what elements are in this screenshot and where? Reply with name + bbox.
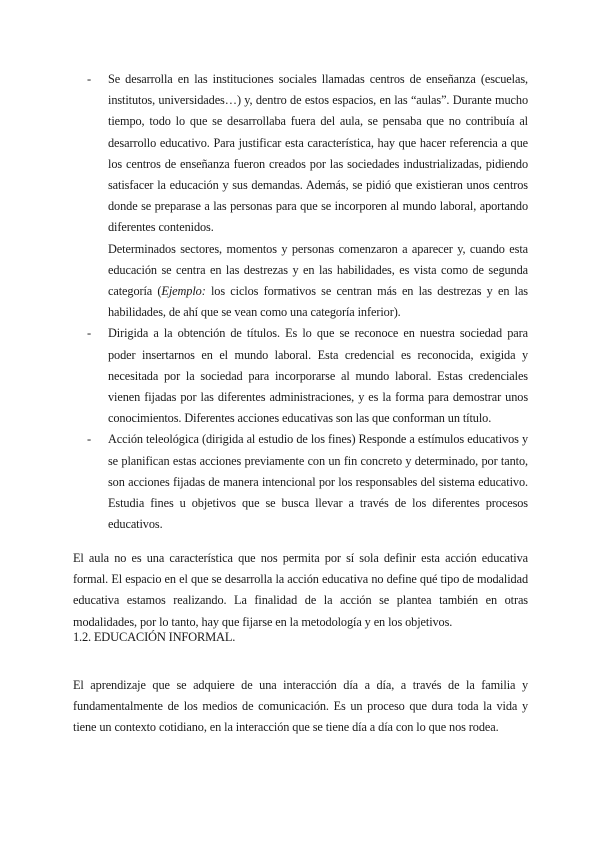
bullet-paragraph: Dirigida a la obtención de títulos. Es lo que se reconoce en nuestra sociedad para poder insertarnos en el mundo laboral. Esta credencial es reconocida, exigida y necesitada por la sociedad para incorporarse al mundo laboral. Estas credenciales vienen fijadas por las diferentes administraciones, y es la forma para demostrar unos conocimientos. Diferentes acciones educativas son las que conforman un título. <box>108 326 528 426</box>
list-item <box>87 429 528 535</box>
bullet-paragraph: Se desarrolla en las instituciones sociales llamadas centros de enseñanza (escuelas, institutos, universidades…) y, dentro de estos espacios, en las “aulas”. Durante mucho tiempo, todo lo que se desarrollaba fuera del aula, se pensaba que no contribuía al desarrollo educativo. Para justificar esta característica, hay que hacer referencia a que los centros de enseñanza fueron creados por las sociedades industrializadas, pidiendo satisfacer la educación y sus demandas. Además, se pidió que existieran unos centros donde se preparase a las personas para que se incorporen al mundo laboral, aportando diferentes contenidos. <box>108 72 528 235</box>
bullet-marker: - <box>87 432 92 447</box>
paragraph-text: Determinados sectores, momentos y personas comenzaron a aparecer y, cuando esta educación se centra en las destrezas y en las habilidades, es vista como de segunda categoría ( <box>108 241 528 299</box>
bullet-paragraph: Acción teleológica (dirigida al estudio de los fines) Responde a estímulos educativos y se planifican estas acciones previamente con un fin concreto y determinado, por tanto, son acciones fijadas de manera intencional por los responsables del sistema educativo. Estudia fines u objetivos que se busca llevar a través de los diferentes procesos educativos. <box>108 432 528 532</box>
section-paragraph: El aprendizaje que se adquiere de una interacción día a día, a través de la familia y fundamentalmente de los medios de comunicación. Es un proceso que dura toda la vida y tiene un contexto cotidiano, en la interacción que se tiene día a día con lo que nos rodea. <box>73 678 528 735</box>
bullet-paragraph-continued <box>108 239 528 324</box>
paragraph-text: los ciclos formativos se centran más en las destrezas y en las habilidades, de ahí que se vean como una categoría inferior). <box>108 284 528 320</box>
bullet-list <box>87 69 528 535</box>
informal-section <box>73 675 528 739</box>
closing-paragraph: El aula no es una característica que nos permita por sí sola definir esta acción educativa formal. El espacio en el que se desarrolla la acción educativa no define qué tipo de modalidad educativa estamos realizando. La finalidad de la acción se plantea también en otras modalidades, por lo tanto, hay que fijarse en la metodología y en los objetivos. <box>73 551 528 629</box>
closing-section <box>73 548 528 633</box>
bullet-marker: - <box>87 326 92 341</box>
example-label: Ejemplo: <box>161 284 206 299</box>
bullet-marker: - <box>87 72 92 86</box>
section-heading: 1.2. EDUCACIÓN INFORMAL. <box>73 630 236 644</box>
list-item <box>87 323 528 429</box>
list-item <box>87 69 528 323</box>
